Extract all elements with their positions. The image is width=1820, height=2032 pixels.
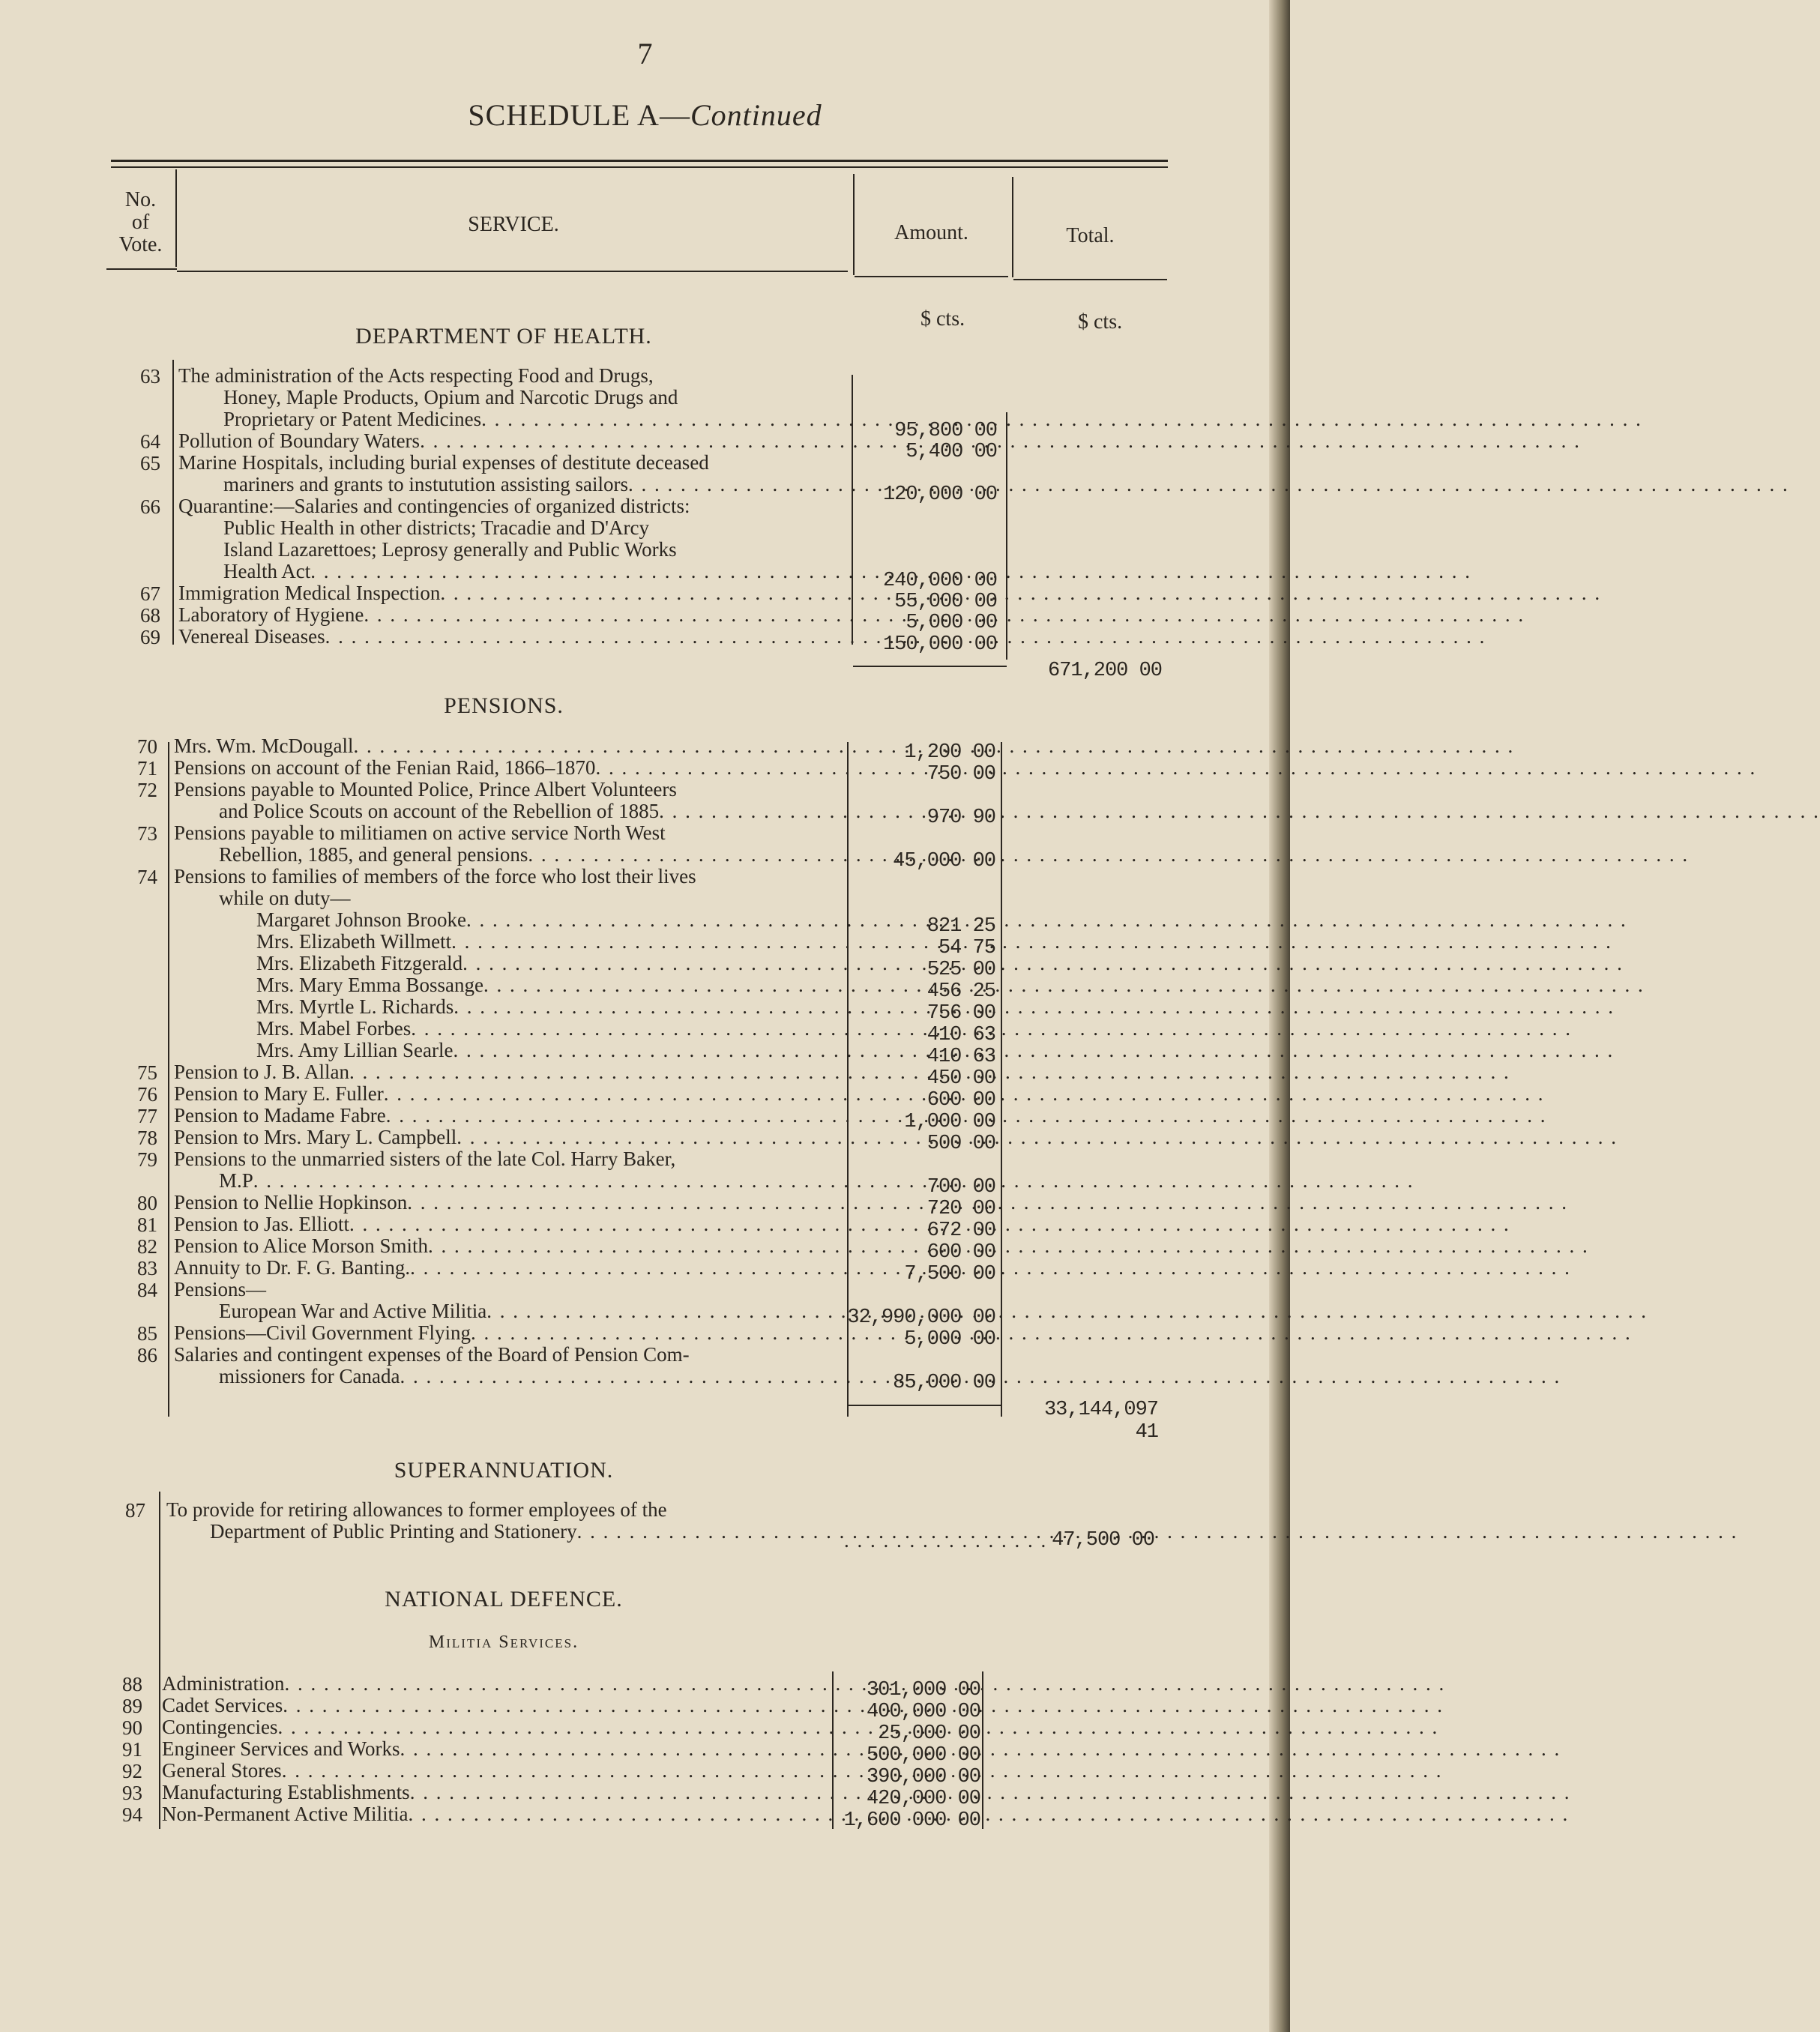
service-line: Mrs. Elizabeth Willmett: [256, 930, 452, 953]
section-heading-superannuation: SUPERANNUATION.: [394, 1458, 614, 1483]
service-description: [174, 1279, 845, 1322]
service-line-leader: [174, 1040, 845, 1061]
service-line: Island Lazarettoes; Leprosy generally and Public Works: [223, 538, 677, 561]
service-line: Non-Permanent Active Militia: [162, 1803, 409, 1825]
table-top-rule: [111, 160, 1168, 162]
vote-number: 80: [137, 1192, 157, 1214]
header-vote: Vote.: [118, 233, 163, 256]
service-line-leader: [178, 430, 849, 452]
service-line: Margaret Johnson Brooke: [256, 908, 466, 931]
amount-value: 95,800 00: [894, 420, 997, 442]
amount-value: 45,000 00: [893, 850, 995, 872]
service-description: [174, 1148, 845, 1192]
service-line: Public Health in other districts; Tracadie and D'Arcy: [223, 516, 650, 539]
col-line-total-header: [1012, 177, 1013, 277]
service-description: [174, 931, 845, 953]
service-description: [178, 626, 849, 648]
service-line-leader: [174, 1322, 845, 1344]
service-line: Immigration Medical Inspection: [178, 582, 441, 604]
vote-number: 91: [122, 1738, 142, 1761]
amount-value: 420,000 00: [866, 1788, 980, 1810]
service-line: Pensions payable to Mounted Police, Prince Albert Volunteers: [174, 778, 677, 801]
vote-number: 72: [137, 779, 157, 801]
service-line: Administration: [162, 1672, 285, 1695]
col-line-amount-header: [853, 174, 855, 275]
service-line: Department of Public Printing and Stationery: [210, 1520, 577, 1543]
header-total: Total.: [1066, 224, 1115, 247]
service-description: [162, 1803, 829, 1825]
service-line-wrap: [174, 822, 845, 844]
amount-value: 672 00: [926, 1219, 995, 1242]
service-line: Manufacturing Establishments: [162, 1781, 410, 1803]
service-description: [174, 1257, 845, 1279]
service-description: [174, 974, 845, 996]
vote-number: 79: [137, 1148, 157, 1171]
amount-value: 756 00: [926, 1002, 995, 1025]
service-description: [174, 1192, 845, 1214]
vote-number: 93: [122, 1782, 142, 1804]
amount-value: 821 25: [926, 915, 995, 938]
service-line: Annuity to Dr. F. G. Banting.: [174, 1256, 411, 1279]
col-line-vote-header: [175, 169, 177, 267]
unit-total: $ cts.: [1078, 310, 1123, 334]
subtotal-rule: [847, 1405, 1001, 1406]
vote-number: 89: [122, 1695, 142, 1717]
service-line: Rebellion, 1885, and general pensions: [219, 843, 528, 866]
service-line-leader: [174, 953, 845, 974]
service-line-leader: [174, 1018, 845, 1040]
service-line-leader: [174, 1127, 845, 1148]
service-line-leader: [162, 1716, 829, 1738]
service-line: Mrs. Mabel Forbes: [256, 1017, 412, 1040]
subsection-heading-militia: Militia Services.: [428, 1632, 579, 1652]
service-line-leader: [174, 1083, 845, 1105]
title-italic: Continued: [690, 98, 822, 132]
service-line: Mrs. Myrtle L. Richards: [256, 995, 454, 1018]
service-line: mariners and grants to instutution assisting sailors: [223, 473, 628, 495]
service-line-leader: [174, 1170, 845, 1192]
unit-amount: $ cts.: [920, 307, 965, 331]
vote-number: 88: [122, 1673, 142, 1695]
header-service: SERVICE.: [468, 213, 559, 236]
service-line: and Police Scouts on account of the Rebellion of 1885: [219, 800, 660, 822]
service-line: Pension to Alice Morson Smith: [174, 1234, 429, 1257]
service-line-wrap: [174, 866, 845, 887]
service-description: [162, 1673, 829, 1695]
service-line-leader: [174, 1105, 845, 1127]
vote-number: 67: [140, 582, 160, 605]
service-line-leader: [174, 996, 845, 1018]
service-line: The administration of the Acts respecting Food and Drugs,: [178, 364, 654, 387]
vote-number: 73: [137, 822, 157, 845]
service-line: while on duty—: [219, 887, 351, 909]
section-total-superannuation: 47,500 00: [1052, 1529, 1154, 1552]
amount-value: 1,000 00: [904, 1111, 995, 1133]
amount-value: 32,990,000 00: [847, 1306, 995, 1329]
service-line-leader: [178, 582, 849, 604]
amount-value: 7,500 00: [904, 1263, 995, 1285]
service-line: Mrs. Mary Emma Bossange: [256, 974, 483, 996]
amount-value: 120,000 00: [882, 483, 997, 506]
amount-value: 55,000 00: [894, 591, 997, 613]
section-heading-defence: NATIONAL DEFENCE.: [385, 1587, 623, 1612]
vote-number: 66: [140, 495, 160, 518]
service-line: missioners for Canada: [219, 1365, 400, 1387]
header-of: of: [131, 211, 150, 234]
service-line: Pensions payable to militiamen on active service North West: [174, 821, 666, 844]
amount-value: 5,400 00: [906, 441, 997, 463]
service-description: [174, 1235, 845, 1257]
service-line-leader: [178, 604, 849, 626]
service-line-leader: [174, 1235, 845, 1257]
header-rule-service: [177, 271, 848, 272]
service-line: Mrs. Amy Lillian Searle: [256, 1039, 454, 1061]
header-rule-vote: [106, 268, 177, 270]
service-description: [174, 1040, 845, 1061]
service-description: [174, 1083, 845, 1105]
header-amount: Amount.: [894, 221, 968, 244]
vote-number: 86: [137, 1344, 157, 1366]
service-line-leader: [174, 909, 845, 931]
service-description: [174, 1061, 845, 1083]
service-line: M.P: [219, 1169, 253, 1192]
amount-value: 1,600 000 00: [843, 1809, 980, 1832]
service-description: [162, 1738, 829, 1760]
service-line-leader: [162, 1803, 829, 1825]
header-rule-total: [1013, 279, 1167, 280]
service-line: Pension to Mrs. Mary L. Campbell: [174, 1126, 457, 1148]
service-line: Pensions on account of the Fenian Raid, 1866–1870: [174, 756, 596, 779]
vote-number: 71: [137, 757, 157, 780]
vote-number: 78: [137, 1127, 157, 1149]
service-description: [174, 1344, 845, 1387]
amount-value: 410 63: [926, 1024, 995, 1046]
service-line-wrap: [174, 779, 845, 801]
amount-value: 301,000 00: [866, 1679, 980, 1701]
service-line-leader: [178, 474, 849, 495]
vote-number: 85: [137, 1322, 157, 1345]
service-line-leader: [174, 974, 845, 996]
page-title: [0, 97, 1290, 133]
service-line-leader: [166, 1521, 837, 1543]
header-no-of-vote: [105, 189, 176, 256]
service-description: [174, 779, 845, 822]
service-description: [178, 582, 849, 604]
service-line-leader: [178, 561, 849, 582]
service-line: Cadet Services: [162, 1694, 283, 1716]
service-description: [174, 822, 845, 866]
service-line: Laboratory of Hygiene: [178, 603, 364, 626]
service-description: [174, 866, 845, 909]
section-heading-health: DEPARTMENT OF HEALTH.: [355, 324, 652, 349]
service-line-wrap: [174, 887, 845, 909]
service-description: [174, 757, 845, 779]
service-description: [178, 365, 849, 430]
amount-value: 720 00: [926, 1198, 995, 1220]
service-description: [174, 1214, 845, 1235]
service-line: Health Act: [223, 560, 311, 582]
service-line: Salaries and contingent expenses of the Board of Pension Com-: [174, 1343, 690, 1366]
service-line: Pensions—: [174, 1278, 267, 1300]
amount-value: 400,000 00: [866, 1701, 980, 1723]
col-line-service-left-1: [172, 360, 174, 645]
service-description: [162, 1716, 829, 1738]
vote-number: 63: [140, 365, 160, 388]
vote-number: 75: [137, 1061, 157, 1084]
vote-number: 94: [122, 1803, 142, 1826]
amount-value: 600 00: [926, 1241, 995, 1264]
service-line-leader: [174, 1061, 845, 1083]
vote-number: 70: [137, 735, 157, 758]
amount-value: 450 00: [926, 1067, 995, 1090]
amount-value: 390,000 00: [866, 1766, 980, 1788]
service-line: Venereal Diseases: [178, 625, 325, 648]
service-line: Pension to Nellie Hopkinson: [174, 1191, 408, 1214]
service-line-leader: [178, 408, 849, 430]
service-description: [174, 735, 845, 757]
amount-value: 410 63: [926, 1046, 995, 1068]
vote-number: 84: [137, 1279, 157, 1301]
service-description: [162, 1695, 829, 1716]
service-description: [174, 953, 845, 974]
col-line-service-left-3: [159, 1492, 160, 1829]
service-line-leader: [174, 1257, 845, 1279]
service-line-wrap: [174, 1344, 845, 1366]
table-top-rule-2: [111, 166, 1168, 168]
title-main: SCHEDULE A—: [468, 98, 690, 132]
service-line-leader: [162, 1760, 829, 1782]
vote-number: 90: [122, 1716, 142, 1739]
amount-value: 525 00: [926, 959, 995, 981]
service-line: Pension to Jas. Elliott: [174, 1213, 350, 1235]
service-description: [162, 1782, 829, 1803]
service-line: Mrs. Wm. McDougall: [174, 735, 354, 757]
amount-value: 5,000 00: [906, 612, 997, 634]
vote-number: 82: [137, 1235, 157, 1258]
service-line: Honey, Maple Products, Opium and Narcotic Drugs and: [223, 386, 678, 408]
section-total-health: 671,200 00: [1047, 660, 1162, 682]
service-line-leader: [174, 844, 845, 866]
service-line: Pension to J. B. Allan: [174, 1061, 350, 1083]
amount-value: 1,200 00: [904, 741, 995, 764]
service-line: Mrs. Elizabeth Fitzgerald: [256, 952, 463, 974]
vote-number: 68: [140, 604, 160, 627]
service-line: Pension to Madame Fabre: [174, 1104, 386, 1127]
service-description: [178, 495, 849, 582]
service-description: [174, 909, 845, 931]
service-line: Pensions to the unmarried sisters of the late Col. Harry Baker,: [174, 1148, 676, 1170]
vote-number: 77: [137, 1105, 157, 1127]
service-description: [174, 996, 845, 1018]
service-line-wrap: [174, 1148, 845, 1170]
page-number: 7: [637, 37, 653, 70]
section-heading-pensions: PENSIONS.: [444, 693, 564, 718]
service-line: Quarantine:—Salaries and contingencies of organized districts:: [178, 495, 690, 517]
vote-number: 69: [140, 626, 160, 648]
service-line: Engineer Services and Works: [162, 1737, 400, 1760]
service-line: Pensions to families of members of the force who lost their lives: [174, 865, 696, 887]
vote-number: 83: [137, 1257, 157, 1279]
service-description: [178, 430, 849, 452]
amount-value: 500 00: [926, 1133, 995, 1155]
service-description: [174, 1105, 845, 1127]
amount-value: 240,000 00: [882, 570, 997, 592]
amount-leader-dots: . . . . . . . . . . . . . . . .: [844, 1529, 1048, 1552]
service-line: Pensions—Civil Government Flying: [174, 1321, 471, 1344]
amount-value: 970 90: [926, 807, 995, 829]
service-line-leader: [174, 757, 845, 779]
vote-number: 74: [137, 866, 157, 888]
subtotal-rule: [853, 666, 1007, 667]
service-description: [178, 604, 849, 626]
service-line-leader: [178, 626, 849, 648]
section-total-pensions: 33,144,097 41: [1043, 1399, 1158, 1444]
amount-value: 54 75: [938, 937, 995, 959]
service-description: [162, 1760, 829, 1782]
amount-value: 600 00: [926, 1089, 995, 1112]
vote-number: 64: [140, 430, 160, 453]
service-description: [166, 1499, 837, 1543]
service-line: Marine Hospitals, including burial expenses of destitute deceased: [178, 451, 709, 474]
vote-number: 76: [137, 1083, 157, 1106]
service-line-leader: [162, 1782, 829, 1803]
service-line-leader: [162, 1673, 829, 1695]
service-line-wrap: [174, 1279, 845, 1300]
amount-value: 25,000 00: [878, 1722, 980, 1745]
service-description: [178, 452, 849, 495]
service-line-leader: [174, 931, 845, 953]
amount-value: 456 25: [926, 980, 995, 1003]
service-description: [174, 1127, 845, 1148]
service-description: [174, 1018, 845, 1040]
service-line-leader: [174, 1214, 845, 1235]
service-description: [174, 1322, 845, 1344]
service-line-leader: [162, 1695, 829, 1716]
amount-value: 700 00: [926, 1176, 995, 1199]
header-rule-amount: [855, 276, 1008, 277]
amount-value: 750 00: [926, 763, 995, 786]
amount-value: 85,000 00: [893, 1372, 995, 1394]
service-line: Pollution of Boundary Waters: [178, 429, 421, 452]
service-line: European War and Active Militia: [219, 1300, 487, 1322]
service-line: To provide for retiring allowances to former employees of the: [166, 1498, 667, 1521]
service-line-leader: [174, 801, 845, 822]
service-line-leader: [174, 1300, 845, 1322]
service-line-leader: [174, 1192, 845, 1214]
service-line: Proprietary or Patent Medicines: [223, 408, 482, 430]
vote-number: 87: [125, 1499, 145, 1522]
service-line: Pension to Mary E. Fuller: [174, 1082, 384, 1105]
amount-value: 150,000 00: [882, 633, 997, 656]
amount-value: 500,000 00: [866, 1744, 980, 1767]
vote-number: 92: [122, 1760, 142, 1782]
header-no: No.: [124, 188, 157, 211]
col-line-service-left-2: [168, 742, 169, 1417]
service-line-leader: [162, 1738, 829, 1760]
amount-value: 5,000 00: [904, 1328, 995, 1351]
service-line: Contingencies: [162, 1716, 278, 1738]
service-line-leader: [174, 735, 845, 757]
service-line-leader: [174, 1366, 845, 1387]
vote-number: 65: [140, 452, 160, 474]
service-line: General Stores: [162, 1759, 282, 1782]
vote-number: 81: [137, 1214, 157, 1236]
